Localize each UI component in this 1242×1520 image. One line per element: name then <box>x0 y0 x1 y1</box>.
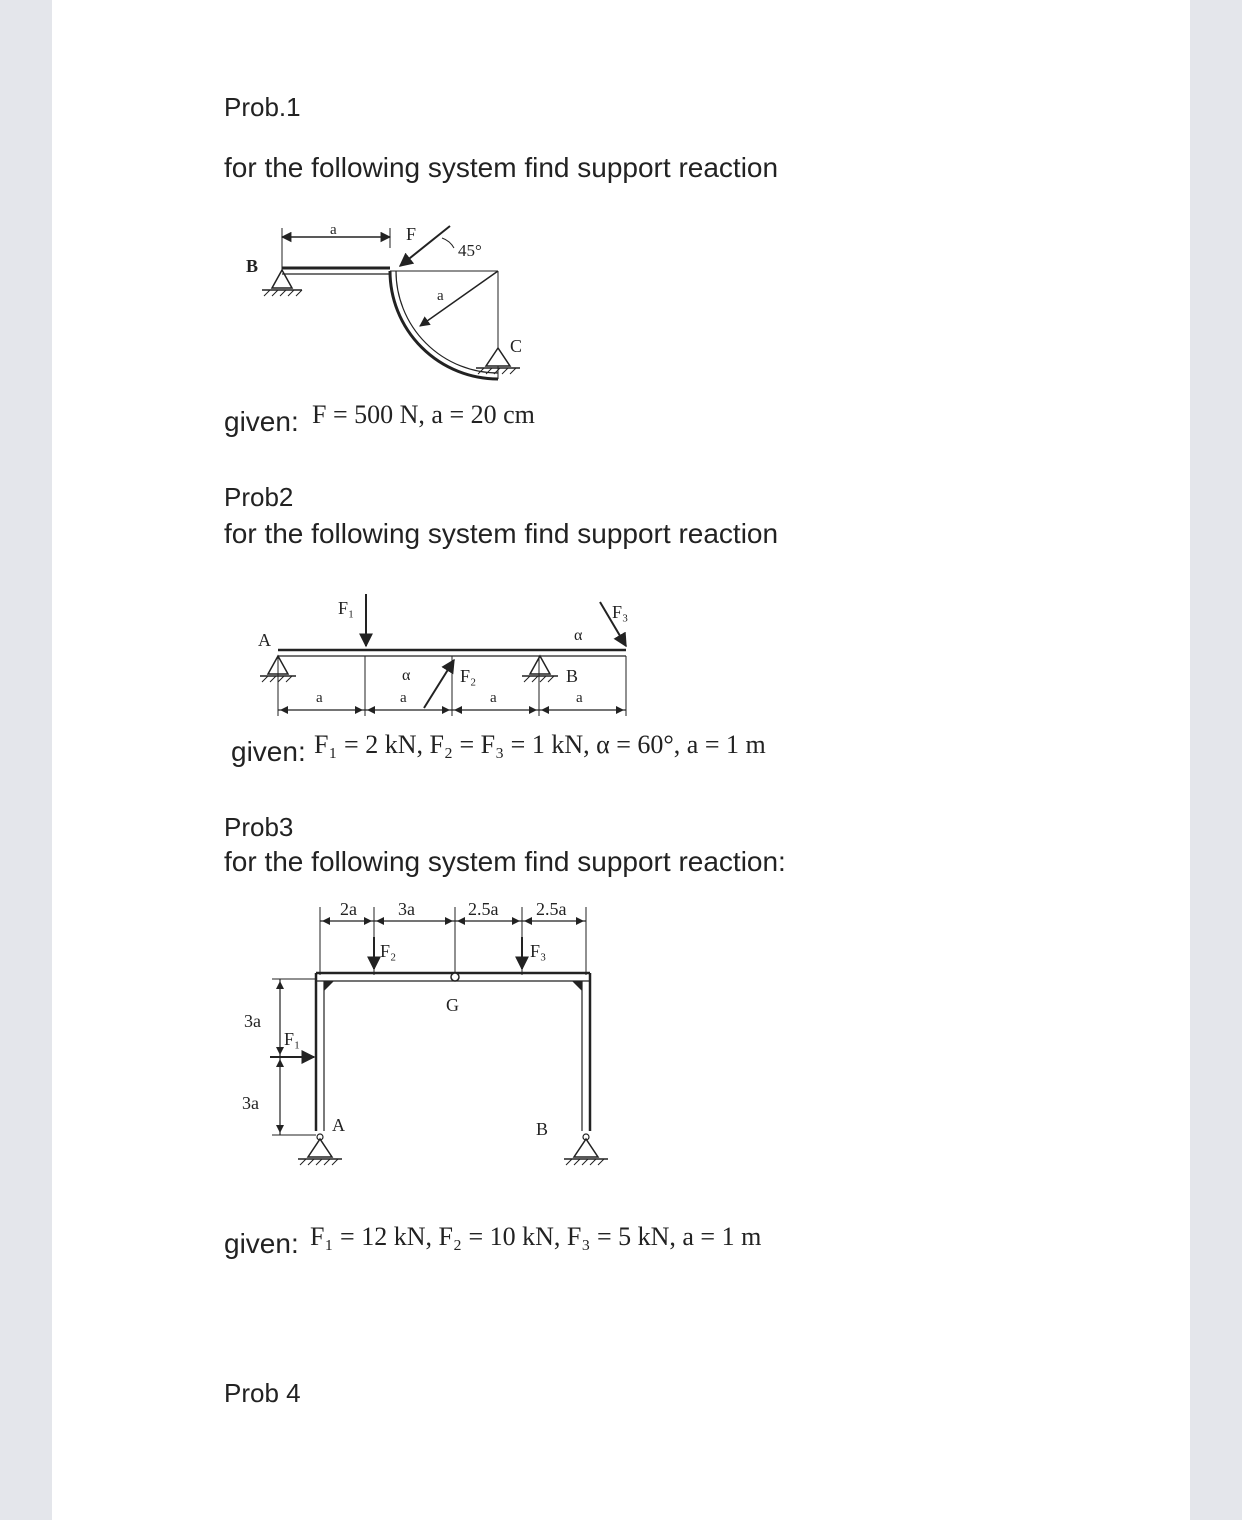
prob1-given-values: F = 500 N, a = 20 cm <box>312 400 535 429</box>
prob2-given-values: F₁ = 2 kN, F₂ = F₃ = 1 kN, α = 60°, a = 1 m <box>314 730 766 759</box>
prob3-label-A: A <box>332 1115 345 1135</box>
prob3-title: Prob3 <box>224 812 294 842</box>
support-B-icon <box>530 656 550 674</box>
prob3-label-2a: 2a <box>340 899 357 919</box>
prob3-label-B: B <box>536 1119 549 1139</box>
support-A-icon <box>308 1139 332 1157</box>
hinge-G-icon <box>451 973 459 981</box>
prob1-label-C: C <box>510 336 523 356</box>
prob2-label-B: B <box>566 666 579 686</box>
prob1-figure <box>230 220 570 385</box>
prob2-label-alpha-F3: α <box>574 627 583 644</box>
prob2-label-a3: a <box>490 690 497 706</box>
prob1-label-B: B <box>246 256 259 276</box>
prob2-title: Prob2 <box>224 482 294 512</box>
prob2-prompt: for the following system find support reaction <box>224 518 779 549</box>
prob1-label-a-top: a <box>330 222 337 238</box>
prob2-label-A: A <box>258 630 271 650</box>
prob1-label-a-radius: a <box>437 288 444 304</box>
prob3-label-2-5a-1: 2.5a <box>468 899 499 919</box>
prob3-given-values: F₁ = 12 kN, F₂ = 10 kN, F₃ = 5 kN, a = 1 m <box>310 1222 762 1251</box>
support-B-icon <box>574 1139 598 1157</box>
prob2-label-F3: F₃ <box>612 602 629 622</box>
support-B-icon <box>272 270 292 288</box>
prob2-label-F1: F₁ <box>338 598 355 618</box>
prob2-label-alpha-F2: α <box>402 667 411 684</box>
prob3-label-2-5a-2: 2.5a <box>536 899 567 919</box>
prob1-prompt: for the following system find support reaction <box>224 152 779 183</box>
prob2-label-a2: a <box>400 690 407 706</box>
prob1-title: Prob.1 <box>224 92 301 122</box>
prob3-given-label: given: <box>224 1228 299 1259</box>
support-C-icon <box>486 348 510 366</box>
prob3-label-3a: 3a <box>398 899 415 919</box>
prob3-label-F1: F₁ <box>284 1029 301 1049</box>
prob1-label-F: F <box>406 224 417 244</box>
prob2-label-a1: a <box>316 690 323 706</box>
prob3-prompt: for the following system find support reaction: <box>224 846 786 877</box>
prob2-label-F2: F₂ <box>460 666 477 686</box>
document-page <box>52 0 1190 1520</box>
prob1-given-label: given: <box>224 406 299 437</box>
prob4-title: Prob 4 <box>224 1378 301 1408</box>
prob3-label-3a-lower: 3a <box>242 1093 259 1113</box>
prob2-given-label: given: <box>231 736 306 767</box>
prob2-label-a4: a <box>576 690 583 706</box>
prob3-label-F2: F₂ <box>380 941 397 961</box>
prob2-figure <box>250 590 640 720</box>
prob3-label-G: G <box>446 995 459 1015</box>
prob1-label-angle: 45° <box>458 241 482 260</box>
prob3-figure <box>236 895 616 1180</box>
prob3-label-3a-upper: 3a <box>244 1011 261 1031</box>
prob3-label-F3: F₃ <box>530 941 547 961</box>
